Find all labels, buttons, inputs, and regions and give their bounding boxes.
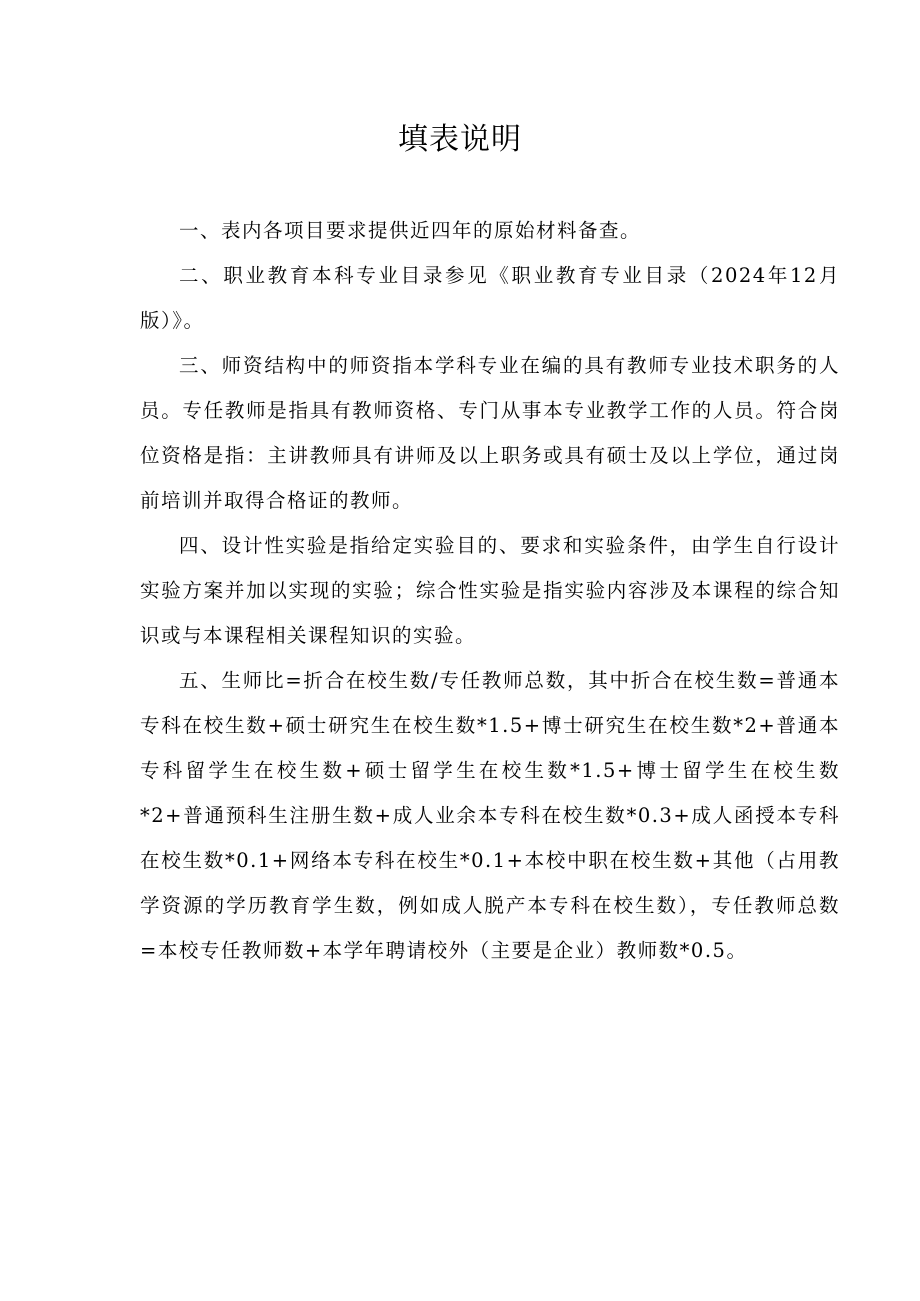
instruction-paragraph-1: 一、表内各项目要求提供近四年的原始材料备查。 xyxy=(179,219,642,242)
instruction-paragraph-2: 二、职业教育本科专业目录参见《职业教育专业目录（2024年12月版）》。 xyxy=(140,264,840,332)
instruction-paragraph-4: 四、设计性实验是指给定实验目的、要求和实验条件，由学生自行设计实验方案并加以实现的实验；综合性实验是指实验内容涉及本课程的综合知识或与本课程相关课程知识的实验。 xyxy=(140,534,840,647)
document-title: 填表说明 xyxy=(398,122,522,157)
instructions-body xyxy=(140,208,840,973)
instruction-paragraph-5: 五、生师比=折合在校生数/专任教师总数，其中折合在校生数=普通本专科在校生数+硕士研究生在校生数*1.5+博士研究生在校生数*2+普通本专科留学生在校生数+硕士留学生在校生数*1.5+博士留学生在校生数*2+普通预科生注册生数+成人业余本专科在校生数*0.3+成人函授本专科在校生数*0.1+网络本专科在校生*0.1+本校中职在校生数+其他（占用教学资源的学历教育学生数，例如成人脱产本专科在校生数），专任教师总数=本校专任教师数+本学年聘请校外（主要是企业）教师数*0.5。 xyxy=(140,669,840,962)
instruction-paragraph-3: 三、师资结构中的师资指本学科专业在编的具有教师专业技术职务的人员。专任教师是指具有教师资格、专门从事本专业教学工作的人员。符合岗位资格是指：主讲教师具有讲师及以上职务或具有硕士及以上学位，通过岗前培训并取得合格证的教师。 xyxy=(140,354,840,512)
